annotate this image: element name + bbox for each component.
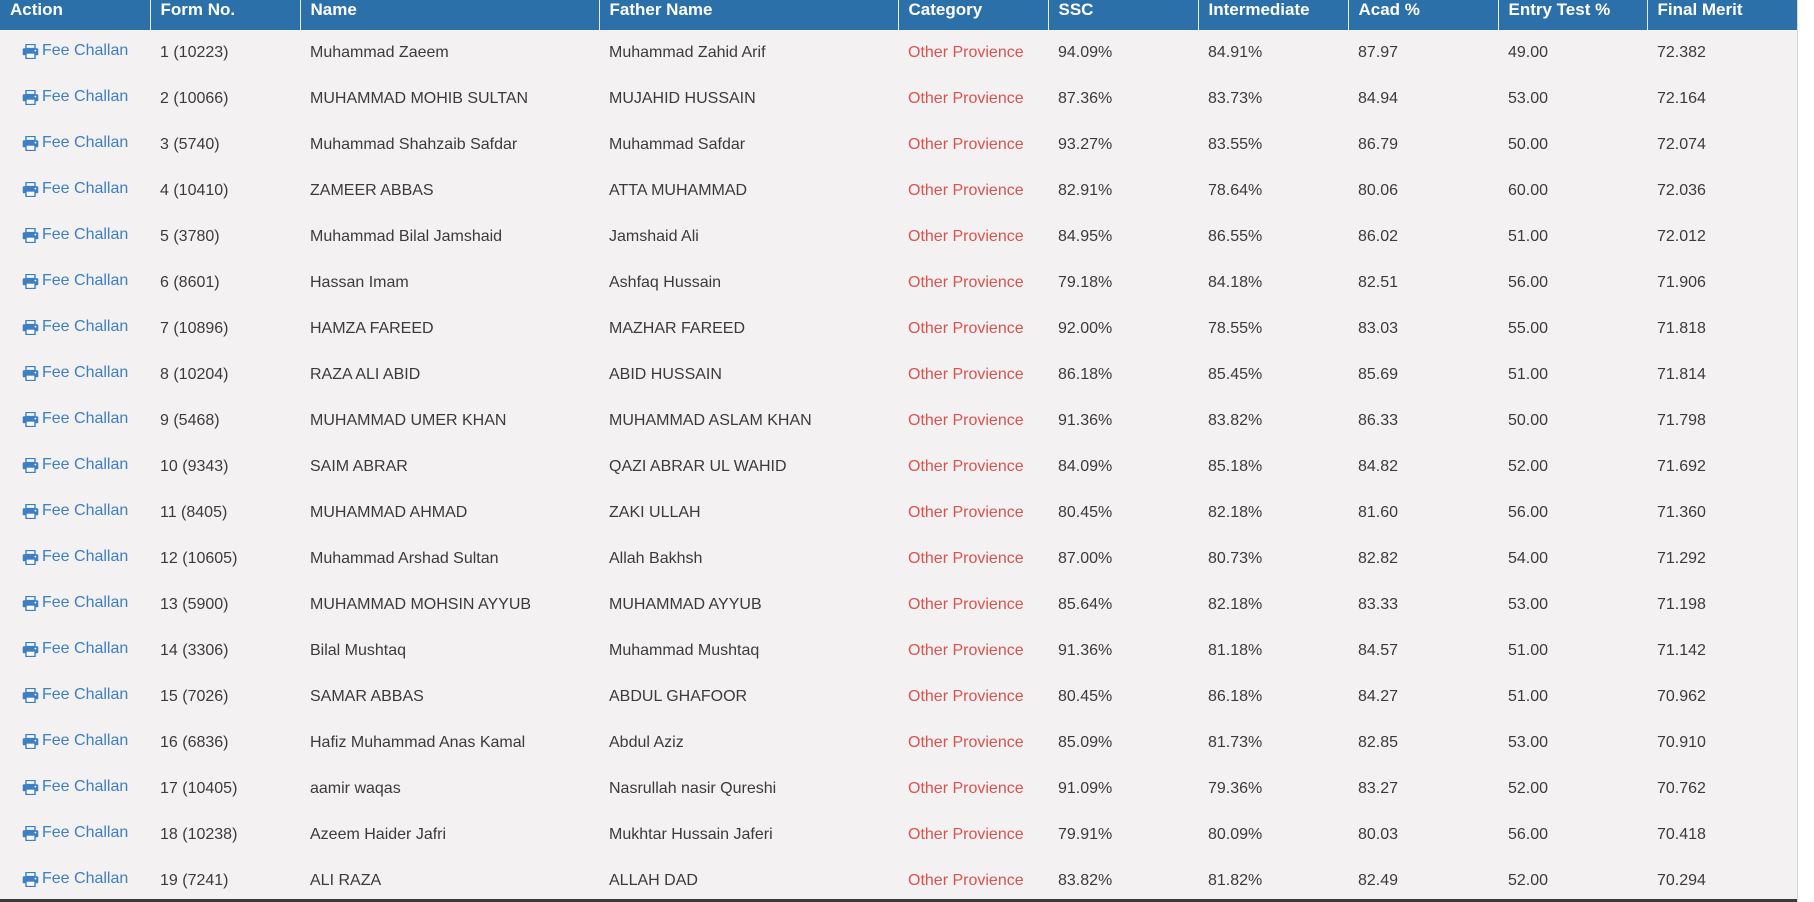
fee-challan-label: Fee Challan <box>42 134 129 152</box>
cell-category: Other Provience <box>908 366 1024 383</box>
cell-father-name: Ashfaq Hussain <box>609 274 722 291</box>
print-icon <box>22 550 39 565</box>
fee-challan-label: Fee Challan <box>42 548 129 566</box>
cell-intermediate: 84.18% <box>1208 274 1263 291</box>
fee-challan-label: Fee Challan <box>42 88 129 106</box>
cell-name: ALI RAZA <box>310 872 382 889</box>
cell-acad: 80.06 <box>1358 182 1399 199</box>
cell-acad: 87.97 <box>1358 44 1399 61</box>
cell-category: Other Provience <box>908 90 1024 107</box>
cell-category: Other Provience <box>908 274 1024 291</box>
cell-father-name: MUJAHID HUSSAIN <box>609 90 756 107</box>
cell-final-merit: 70.418 <box>1657 826 1706 843</box>
fee-challan-link[interactable] <box>22 778 128 796</box>
cell-ssc: 80.45% <box>1058 504 1113 521</box>
cell-ssc: 87.36% <box>1058 90 1113 107</box>
cell-category: Other Provience <box>908 412 1024 429</box>
cell-category: Other Provience <box>908 872 1024 889</box>
print-icon <box>22 826 39 841</box>
cell-ssc: 80.45% <box>1058 688 1113 705</box>
cell-entry-test: 53.00 <box>1508 596 1549 613</box>
cell-action <box>0 444 150 490</box>
cell-entry-test: 56.00 <box>1508 504 1549 521</box>
cell-intermediate: 83.55% <box>1208 136 1263 153</box>
cell-final-merit: 70.910 <box>1657 734 1706 751</box>
table-row <box>0 122 1797 168</box>
cell-acad: 83.33 <box>1358 596 1399 613</box>
fee-challan-link[interactable] <box>22 686 128 704</box>
fee-challan-label: Fee Challan <box>42 502 129 520</box>
cell-intermediate: 83.82% <box>1208 412 1263 429</box>
fee-challan-link[interactable] <box>22 42 128 60</box>
fee-challan-link[interactable] <box>22 88 128 106</box>
cell-ssc: 85.09% <box>1058 734 1113 751</box>
cell-form-no: 8 (10204) <box>160 366 229 383</box>
print-icon <box>22 366 39 381</box>
header-col-entry-test[interactable]: Entry Test % <box>1498 0 1647 30</box>
cell-ssc: 92.00% <box>1058 320 1113 337</box>
cell-father-name: Muhammad Safdar <box>609 136 746 153</box>
cell-final-merit: 70.762 <box>1657 780 1706 797</box>
fee-challan-label: Fee Challan <box>42 778 129 796</box>
fee-challan-label: Fee Challan <box>42 364 129 382</box>
cell-name: MUHAMMAD MOHIB SULTAN <box>310 90 529 107</box>
header-row <box>0 0 1797 30</box>
print-icon <box>22 320 39 335</box>
cell-final-merit: 72.382 <box>1657 44 1706 61</box>
cell-final-merit: 71.798 <box>1657 412 1706 429</box>
fee-challan-link[interactable] <box>22 502 128 520</box>
header-col-category[interactable]: Category <box>898 0 1048 30</box>
cell-action <box>0 260 150 306</box>
table-row <box>0 490 1797 536</box>
print-icon <box>22 228 39 243</box>
cell-father-name: Jamshaid Ali <box>609 228 699 245</box>
cell-entry-test: 53.00 <box>1508 90 1549 107</box>
cell-name: SAIM ABRAR <box>310 458 408 475</box>
fee-challan-link[interactable] <box>22 732 128 750</box>
cell-form-no: 16 (6836) <box>160 734 229 751</box>
cell-father-name: ABID HUSSAIN <box>609 366 722 383</box>
cell-acad: 80.03 <box>1358 826 1399 843</box>
cell-entry-test: 51.00 <box>1508 688 1549 705</box>
print-icon <box>22 642 39 657</box>
header-col-father-name[interactable]: Father Name <box>599 0 898 30</box>
cell-intermediate: 81.73% <box>1208 734 1263 751</box>
cell-action <box>0 536 150 582</box>
cell-acad: 84.94 <box>1358 90 1399 107</box>
cell-name: HAMZA FAREED <box>310 320 434 337</box>
cell-father-name: Mukhtar Hussain Jaferi <box>609 826 773 843</box>
fee-challan-label: Fee Challan <box>42 824 129 842</box>
cell-ssc: 84.95% <box>1058 228 1113 245</box>
fee-challan-link[interactable] <box>22 548 128 566</box>
cell-name: Muhammad Bilal Jamshaid <box>310 228 503 245</box>
fee-challan-link[interactable] <box>22 410 128 428</box>
cell-category: Other Provience <box>908 136 1024 153</box>
table-row <box>0 214 1797 260</box>
fee-challan-label: Fee Challan <box>42 594 129 612</box>
cell-ssc: 84.09% <box>1058 458 1113 475</box>
cell-father-name: Allah Bakhsh <box>609 550 703 567</box>
cell-action <box>0 352 150 398</box>
cell-ssc: 93.27% <box>1058 136 1113 153</box>
cell-action <box>0 766 150 812</box>
cell-category: Other Provience <box>908 780 1024 797</box>
print-icon <box>22 872 39 887</box>
cell-name: MUHAMMAD MOHSIN AYYUB <box>310 596 532 613</box>
cell-entry-test: 54.00 <box>1508 550 1549 567</box>
cell-ssc: 79.91% <box>1058 826 1113 843</box>
vertical-scrollbar[interactable] <box>1797 0 1814 902</box>
table-row <box>0 858 1797 902</box>
cell-form-no: 7 (10896) <box>160 320 229 337</box>
cell-father-name: ZAKI ULLAH <box>609 504 701 521</box>
cell-entry-test: 49.00 <box>1508 44 1549 61</box>
cell-acad: 84.27 <box>1358 688 1399 705</box>
cell-ssc: 82.91% <box>1058 182 1113 199</box>
cell-action <box>0 582 150 628</box>
cell-acad: 82.82 <box>1358 550 1399 567</box>
cell-category: Other Provience <box>908 320 1024 337</box>
cell-ssc: 91.36% <box>1058 642 1113 659</box>
cell-entry-test: 51.00 <box>1508 366 1549 383</box>
cell-ssc: 79.18% <box>1058 274 1113 291</box>
table-row <box>0 536 1797 582</box>
cell-father-name: Nasrullah nasir Qureshi <box>609 780 777 797</box>
cell-father-name: Muhammad Mushtaq <box>609 642 760 659</box>
print-icon <box>22 734 39 749</box>
cell-name: Azeem Haider Jafri <box>310 826 447 843</box>
cell-ssc: 91.36% <box>1058 412 1113 429</box>
cell-ssc: 91.09% <box>1058 780 1113 797</box>
cell-intermediate: 82.18% <box>1208 504 1263 521</box>
cell-ssc: 86.18% <box>1058 366 1113 383</box>
cell-form-no: 18 (10238) <box>160 826 238 843</box>
cell-name: Hassan Imam <box>310 274 409 291</box>
cell-intermediate: 80.73% <box>1208 550 1263 567</box>
cell-father-name: MUHAMMAD AYYUB <box>609 596 762 613</box>
cell-entry-test: 53.00 <box>1508 734 1549 751</box>
cell-final-merit: 72.074 <box>1657 136 1706 153</box>
cell-form-no: 4 (10410) <box>160 182 229 199</box>
cell-category: Other Provience <box>908 458 1024 475</box>
cell-father-name: ABDUL GHAFOOR <box>609 688 748 705</box>
fee-challan-link[interactable] <box>22 594 128 612</box>
print-icon <box>22 458 39 473</box>
cell-intermediate: 80.09% <box>1208 826 1263 843</box>
fee-challan-link[interactable] <box>22 364 128 382</box>
cell-action <box>0 720 150 766</box>
cell-intermediate: 84.91% <box>1208 44 1263 61</box>
cell-entry-test: 52.00 <box>1508 872 1549 889</box>
fee-challan-label: Fee Challan <box>42 456 129 474</box>
cell-intermediate: 79.36% <box>1208 780 1263 797</box>
cell-acad: 86.79 <box>1358 136 1399 153</box>
cell-form-no: 11 (8405) <box>160 504 228 521</box>
fee-challan-link[interactable] <box>22 456 128 474</box>
cell-action <box>0 490 150 536</box>
cell-name: aamir waqas <box>310 780 401 797</box>
table-row <box>0 766 1797 812</box>
cell-action <box>0 168 150 214</box>
print-icon <box>22 136 39 151</box>
table-row <box>0 260 1797 306</box>
cell-action <box>0 812 150 858</box>
cell-acad: 84.57 <box>1358 642 1399 659</box>
header-col-name[interactable]: Name <box>300 0 599 30</box>
cell-form-no: 2 (10066) <box>160 90 229 107</box>
cell-entry-test: 56.00 <box>1508 274 1549 291</box>
cell-final-merit: 70.962 <box>1657 688 1706 705</box>
cell-action <box>0 858 150 902</box>
cell-name: MUHAMMAD AHMAD <box>310 504 468 521</box>
cell-name: Bilal Mushtaq <box>310 642 407 659</box>
cell-name: RAZA ALI ABID <box>310 366 421 383</box>
cell-form-no: 14 (3306) <box>160 642 229 659</box>
cell-entry-test: 50.00 <box>1508 412 1549 429</box>
cell-form-no: 17 (10405) <box>160 780 238 797</box>
print-icon <box>22 90 39 105</box>
print-icon <box>22 596 39 611</box>
fee-challan-label: Fee Challan <box>42 870 129 888</box>
cell-category: Other Provience <box>908 826 1024 843</box>
cell-final-merit: 70.294 <box>1657 872 1706 889</box>
fee-challan-link[interactable] <box>22 824 128 842</box>
cell-form-no: 19 (7241) <box>160 872 229 889</box>
cell-action <box>0 674 150 720</box>
cell-ssc: 87.00% <box>1058 550 1113 567</box>
cell-entry-test: 50.00 <box>1508 136 1549 153</box>
header-col-final-merit[interactable]: Final Merit <box>1647 0 1797 30</box>
table-row <box>0 306 1797 352</box>
fee-challan-label: Fee Challan <box>42 180 129 198</box>
cell-category: Other Provience <box>908 642 1024 659</box>
cell-intermediate: 78.55% <box>1208 320 1263 337</box>
fee-challan-link[interactable] <box>22 640 128 658</box>
fee-challan-label: Fee Challan <box>42 640 129 658</box>
table-row <box>0 444 1797 490</box>
cell-acad: 86.02 <box>1358 228 1399 245</box>
cell-father-name: ALLAH DAD <box>609 872 698 889</box>
cell-ssc: 94.09% <box>1058 44 1113 61</box>
cell-father-name: QAZI ABRAR UL WAHID <box>609 458 787 475</box>
cell-intermediate: 78.64% <box>1208 182 1263 199</box>
cell-acad: 85.69 <box>1358 366 1399 383</box>
header-col-intermediate[interactable]: Intermediate <box>1198 0 1348 30</box>
cell-entry-test: 51.00 <box>1508 228 1549 245</box>
table-header <box>0 0 1797 30</box>
cell-name: Muhammad Arshad Sultan <box>310 550 499 567</box>
cell-intermediate: 86.55% <box>1208 228 1263 245</box>
cell-final-merit: 71.198 <box>1657 596 1706 613</box>
fee-challan-label: Fee Challan <box>42 686 129 704</box>
cell-name: ZAMEER ABBAS <box>310 182 434 199</box>
cell-form-no: 13 (5900) <box>160 596 229 613</box>
cell-name: SAMAR ABBAS <box>310 688 424 705</box>
cell-final-merit: 72.036 <box>1657 182 1706 199</box>
cell-form-no: 1 (10223) <box>160 44 229 61</box>
cell-form-no: 12 (10605) <box>160 550 238 567</box>
cell-entry-test: 52.00 <box>1508 780 1549 797</box>
cell-final-merit: 71.818 <box>1657 320 1706 337</box>
cell-form-no: 3 (5740) <box>160 136 220 153</box>
cell-category: Other Provience <box>908 688 1024 705</box>
cell-acad: 83.03 <box>1358 320 1399 337</box>
cell-action <box>0 628 150 674</box>
cell-acad: 86.33 <box>1358 412 1399 429</box>
print-icon <box>22 182 39 197</box>
cell-form-no: 15 (7026) <box>160 688 229 705</box>
print-icon <box>22 274 39 289</box>
cell-intermediate: 81.82% <box>1208 872 1263 889</box>
cell-final-merit: 71.292 <box>1657 550 1706 567</box>
cell-form-no: 6 (8601) <box>160 274 220 291</box>
print-icon <box>22 412 39 427</box>
fee-challan-label: Fee Challan <box>42 410 129 428</box>
table-row <box>0 674 1797 720</box>
cell-form-no: 10 (9343) <box>160 458 229 475</box>
cell-intermediate: 86.18% <box>1208 688 1263 705</box>
header-col-action[interactable]: Action <box>0 0 150 30</box>
cell-intermediate: 81.18% <box>1208 642 1263 659</box>
print-icon <box>22 780 39 795</box>
cell-name: Muhammad Shahzaib Safdar <box>310 136 518 153</box>
cell-ssc: 85.64% <box>1058 596 1113 613</box>
cell-action <box>0 306 150 352</box>
table-row <box>0 582 1797 628</box>
cell-action <box>0 122 150 168</box>
table-row <box>0 168 1797 214</box>
header-col-acad[interactable]: Acad % <box>1348 0 1498 30</box>
header-col-ssc[interactable]: SSC <box>1048 0 1198 30</box>
fee-challan-label: Fee Challan <box>42 272 129 290</box>
cell-acad: 83.27 <box>1358 780 1399 797</box>
fee-challan-label: Fee Challan <box>42 318 129 336</box>
cell-action <box>0 76 150 122</box>
cell-acad: 82.85 <box>1358 734 1399 751</box>
cell-category: Other Provience <box>908 182 1024 199</box>
table-row <box>0 352 1797 398</box>
cell-final-merit: 72.012 <box>1657 228 1706 245</box>
cell-category: Other Provience <box>908 596 1024 613</box>
cell-action <box>0 30 150 76</box>
print-icon <box>22 44 39 59</box>
fee-challan-link[interactable] <box>22 180 128 198</box>
cell-father-name: MAZHAR FAREED <box>609 320 746 337</box>
cell-entry-test: 55.00 <box>1508 320 1549 337</box>
table-body <box>0 30 1797 902</box>
cell-category: Other Provience <box>908 44 1024 61</box>
cell-father-name: ATTA MUHAMMAD <box>609 182 748 199</box>
cell-intermediate: 82.18% <box>1208 596 1263 613</box>
cell-category: Other Provience <box>908 550 1024 567</box>
cell-intermediate: 85.18% <box>1208 458 1263 475</box>
cell-final-merit: 71.906 <box>1657 274 1706 291</box>
cell-name: Muhammad Zaeem <box>310 44 449 61</box>
table-row <box>0 398 1797 444</box>
cell-final-merit: 71.142 <box>1657 642 1706 659</box>
cell-category: Other Provience <box>908 228 1024 245</box>
cell-category: Other Provience <box>908 734 1024 751</box>
cell-action <box>0 398 150 444</box>
fee-challan-label: Fee Challan <box>42 732 129 750</box>
cell-acad: 82.49 <box>1358 872 1399 889</box>
table-row <box>0 76 1797 122</box>
table-row <box>0 628 1797 674</box>
cell-acad: 84.82 <box>1358 458 1399 475</box>
table-row <box>0 30 1797 76</box>
cell-final-merit: 71.692 <box>1657 458 1706 475</box>
fee-challan-link[interactable] <box>22 134 128 152</box>
table-row <box>0 720 1797 766</box>
cell-category: Other Provience <box>908 504 1024 521</box>
cell-form-no: 5 (3780) <box>160 228 220 245</box>
fee-challan-label: Fee Challan <box>42 42 129 60</box>
cell-acad: 81.60 <box>1358 504 1399 521</box>
cell-entry-test: 52.00 <box>1508 458 1549 475</box>
cell-final-merit: 72.164 <box>1657 90 1706 107</box>
cell-father-name: Muhammad Zahid Arif <box>609 44 766 61</box>
fee-challan-label: Fee Challan <box>42 226 129 244</box>
cell-entry-test: 56.00 <box>1508 826 1549 843</box>
cell-father-name: MUHAMMAD ASLAM KHAN <box>609 412 812 429</box>
cell-entry-test: 60.00 <box>1508 182 1549 199</box>
cell-action <box>0 214 150 260</box>
cell-entry-test: 51.00 <box>1508 642 1549 659</box>
cell-form-no: 9 (5468) <box>160 412 220 429</box>
fee-challan-link[interactable] <box>22 226 128 244</box>
print-icon <box>22 504 39 519</box>
cell-final-merit: 71.814 <box>1657 366 1706 383</box>
cell-intermediate: 83.73% <box>1208 90 1263 107</box>
cell-father-name: Abdul Aziz <box>609 734 684 751</box>
cell-acad: 82.51 <box>1358 274 1399 291</box>
fee-challan-link[interactable] <box>22 318 128 336</box>
table-row <box>0 812 1797 858</box>
cell-final-merit: 71.360 <box>1657 504 1706 521</box>
cell-name: MUHAMMAD UMER KHAN <box>310 412 507 429</box>
cell-ssc: 83.82% <box>1058 872 1113 889</box>
fee-challan-link[interactable] <box>22 870 128 888</box>
print-icon <box>22 688 39 703</box>
header-col-form-no[interactable]: Form No. <box>150 0 300 30</box>
fee-challan-link[interactable] <box>22 272 128 290</box>
cell-intermediate: 85.45% <box>1208 366 1263 383</box>
cell-name: Hafiz Muhammad Anas Kamal <box>310 734 526 751</box>
